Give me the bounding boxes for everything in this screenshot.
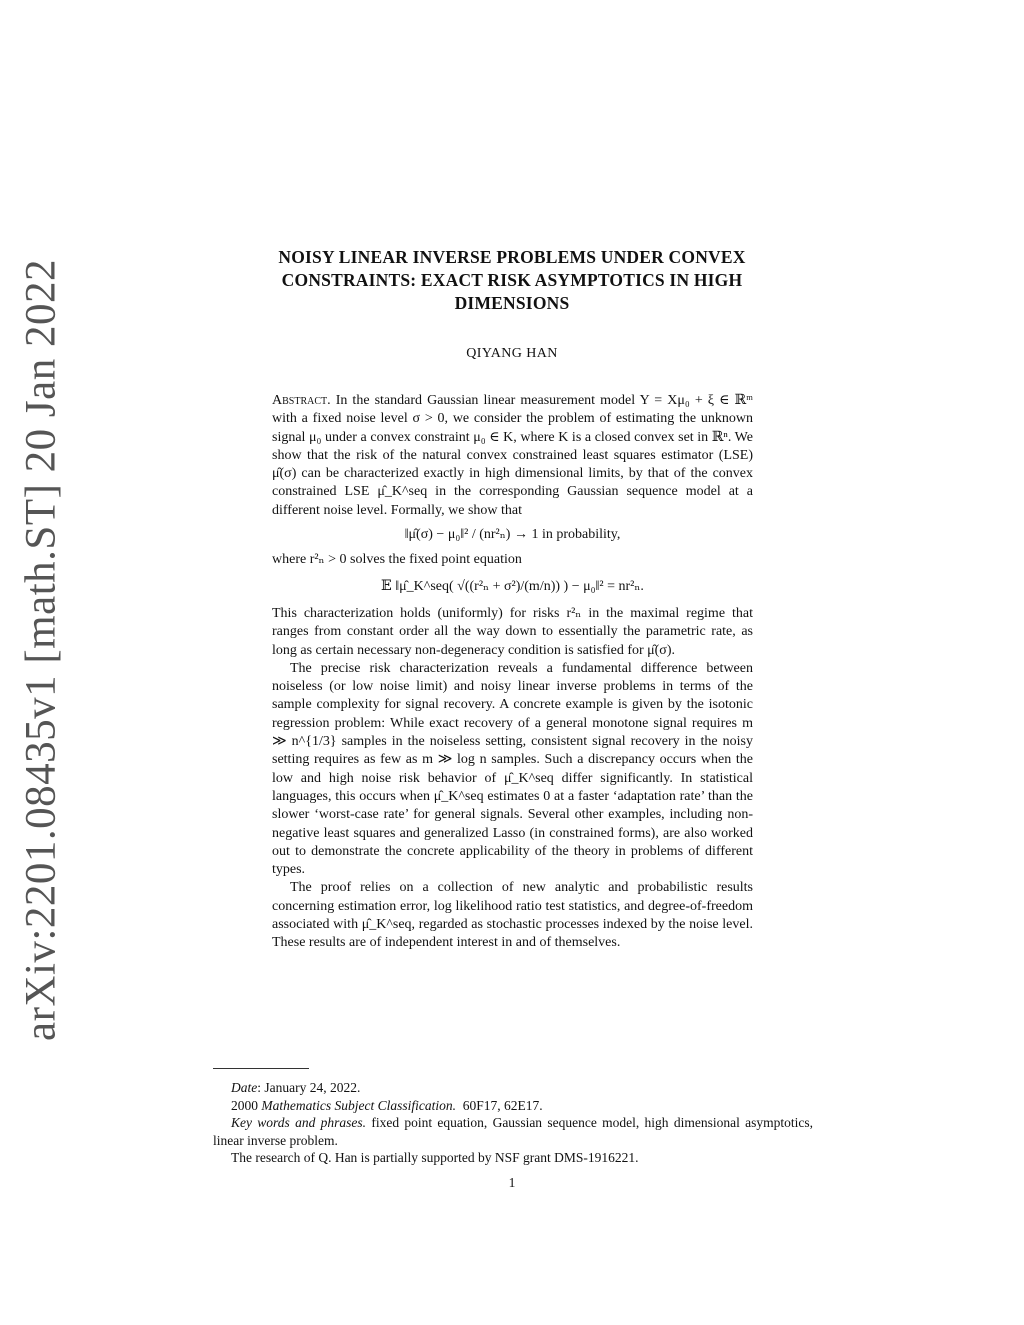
keywords-label: Key words and phrases. [231,1115,367,1130]
abstract [272,392,753,953]
author-name: QIYANG HAN [466,346,558,361]
abstract-paragraph-1 [272,392,753,520]
msc-label: Mathematics Subject Classification. [261,1097,456,1113]
msc-year: 2000 [231,1097,258,1113]
footnote-date [213,1079,813,1097]
equation-risk-ratio: ‖μ̂(σ) − μ₀‖² / (nr²ₙ) → 1 in probability, [404,527,621,543]
abstract-heading: Abstract. [272,393,331,408]
title-line: CONSTRAINTS: EXACT RISK ASYMPTOTICS IN HIGH [281,270,743,290]
abstract-paragraph-3: This characterization holds (uniformly) for risks r²ₙ in the maximal regime that ranges from constant order all the way down to essentially the parametric rate, as long as certain necessary non-degeneracy condition is satisfied for μ̂(σ). [272,605,753,658]
abstract-paragraph-4: The precise risk characterization reveals a fundamental difference between noiseless (or low noise limit) and noisy linear inverse problems in terms of the sample complexity for signal recovery. A concrete example is given by the isotonic regression problem: While exact recovery of a general monotone signal requires m ≫ n^{1/3} samples in the noiseless setting, consistent signal recovery in the noisy setting requires as few as m ≫ log n samples. Such a discrepancy occurs when the low and high noise risk behavior of μ̂_K^seq differ significantly. In statistical languages, this occurs when μ̂_K^seq estimates 0 at a faster ‘adaptation rate’ than the slower ‘worst-case rate’ for general signals. Several other examples, including non-negative least squares and generalized Lasso (in constrained forms), are also worked out to demonstrate the concrete applicability of the theory in problems of different types. [272,660,753,878]
arxiv-sidebar [2,259,80,1041]
footnote-funding: The research of Q. Han is partially supported by NSF grant DMS-1916221. [231,1150,639,1165]
page-number: 1 [508,1175,516,1190]
abstract-text: In the standard Gaussian linear measurement model Y = Xμ₀ + ξ ∈ ℝᵐ with a fixed noise level σ > 0, we consider the problem of estimating the unknown signal μ₀ under a convex constraint μ₀ ∈ K, where K is a closed convex set in ℝⁿ. We show that the risk of the natural convex constrained least squares estimator (LSE) μ̂(σ) can be characterized exactly in high dimensional limits, by that of the convex constrained LSE μ̂_K^seq in the corresponding Gaussian sequence model at a different noise level. Formally, we show that [272,393,754,518]
footnote-msc [213,1097,813,1115]
paper-title [262,246,762,315]
title-line: DIMENSIONS [454,293,570,313]
abstract-paragraph-2: where r²ₙ > 0 solves the fixed point equation [272,552,522,568]
abstract-paragraph-5: The proof relies on a collection of new analytic and probabilistic results concerning estimation error, log likelihood ratio test statistics, and degree-of-freedom associated with μ̂_K^seq, regarded as stochastic processes indexed by the noise level. These results are of independent interest in and of themselves. [272,880,753,951]
date-value: : January 24, 2022. [257,1080,361,1095]
footnotes [213,1068,813,1167]
date-label: Date [231,1080,258,1095]
equation-fixed-point: 𝔼 ‖μ̂_K^seq( √((r²ₙ + σ²)/(m/n)) ) − μ₀‖² = nr²ₙ. [381,578,644,594]
arxiv-identifier: arXiv:2201.08435v1 [math.ST] 20 Jan 2022 [17,259,65,1041]
footnote-rule [213,1068,309,1069]
keywords-value: fixed point equation, Gaussian sequence model, high dimensional asymptotics, linear inverse problem. [213,1115,813,1148]
title-line: NOISY LINEAR INVERSE PROBLEMS UNDER CONVEX [278,247,746,267]
footnote-keywords [213,1114,813,1149]
msc-value: 60F17, 62E17. [462,1097,543,1113]
